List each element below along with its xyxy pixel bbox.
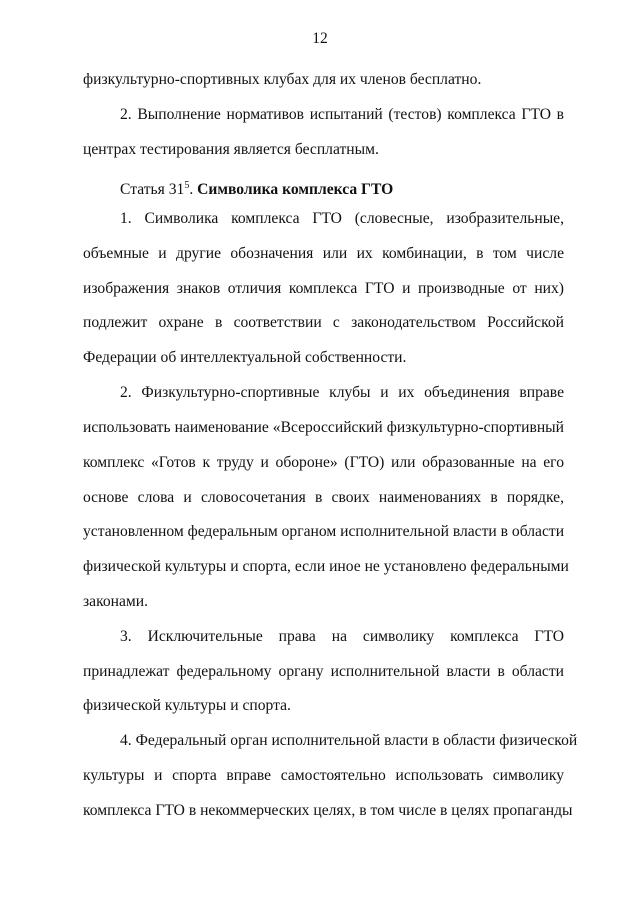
text-line: принадлежат федеральному органу исполнительной власти в области [83,663,564,680]
text-line: основе слова и словосочетания в своих наименованиях в порядке, [83,489,564,506]
text-line: культуры и спорта вправе самостоятельно использовать символику [83,767,564,784]
text-line: законами. [83,593,149,610]
text-line: физической культуры и спорта, если иное не установлено федеральными [83,558,569,575]
page-number: 12 [312,30,328,47]
text-line: Федерации об интеллектуальной собственности. [83,349,407,366]
article-heading [120,176,393,200]
text-line: изображения знаков отличия комплекса ГТО и производные от них) [83,280,564,297]
text-line: 4. Федеральный орган исполнительной власти в области физической [120,732,578,749]
article-number-dot: . [189,181,194,198]
text-line: физкультурно-спортивных клубах для их членов бесплатно. [83,71,482,88]
text-line: 1. Символика комплекса ГТО (словесные, изобразительные, [120,210,564,227]
text-line: 3. Исключительные права на символику комплекса ГТО [120,628,564,645]
text-line: комплекса ГТО в некоммерческих целях, в том числе в целях пропаганды [83,802,573,819]
text-line: 2. Физкультурно-спортивные клубы и их объединения вправе [120,384,564,401]
article-number: Статья 31 [120,181,185,198]
text-line: подлежит охране в соответствии с законодательством Российской [83,314,564,331]
text-line: использовать наименование «Всероссийский физкультурно-спортивный [83,419,564,436]
text-line: центрах тестирования является бесплатным. [83,141,379,158]
article-title: Символика комплекса ГТО [197,181,394,198]
text-line: 2. Выполнение нормативов испытаний (тестов) комплекса ГТО в [120,106,564,123]
text-line: установленном федеральным органом исполнительной власти в области [83,523,565,540]
text-line: физической культуры и спорта. [83,697,291,714]
text-line: комплекс «Готов к труду и обороне» (ГТО) или образованные на его [83,454,564,471]
article-number-superscript: 5 [184,180,190,191]
text-line: объемные и другие обозначения или их комбинации, в том числе [83,245,564,262]
